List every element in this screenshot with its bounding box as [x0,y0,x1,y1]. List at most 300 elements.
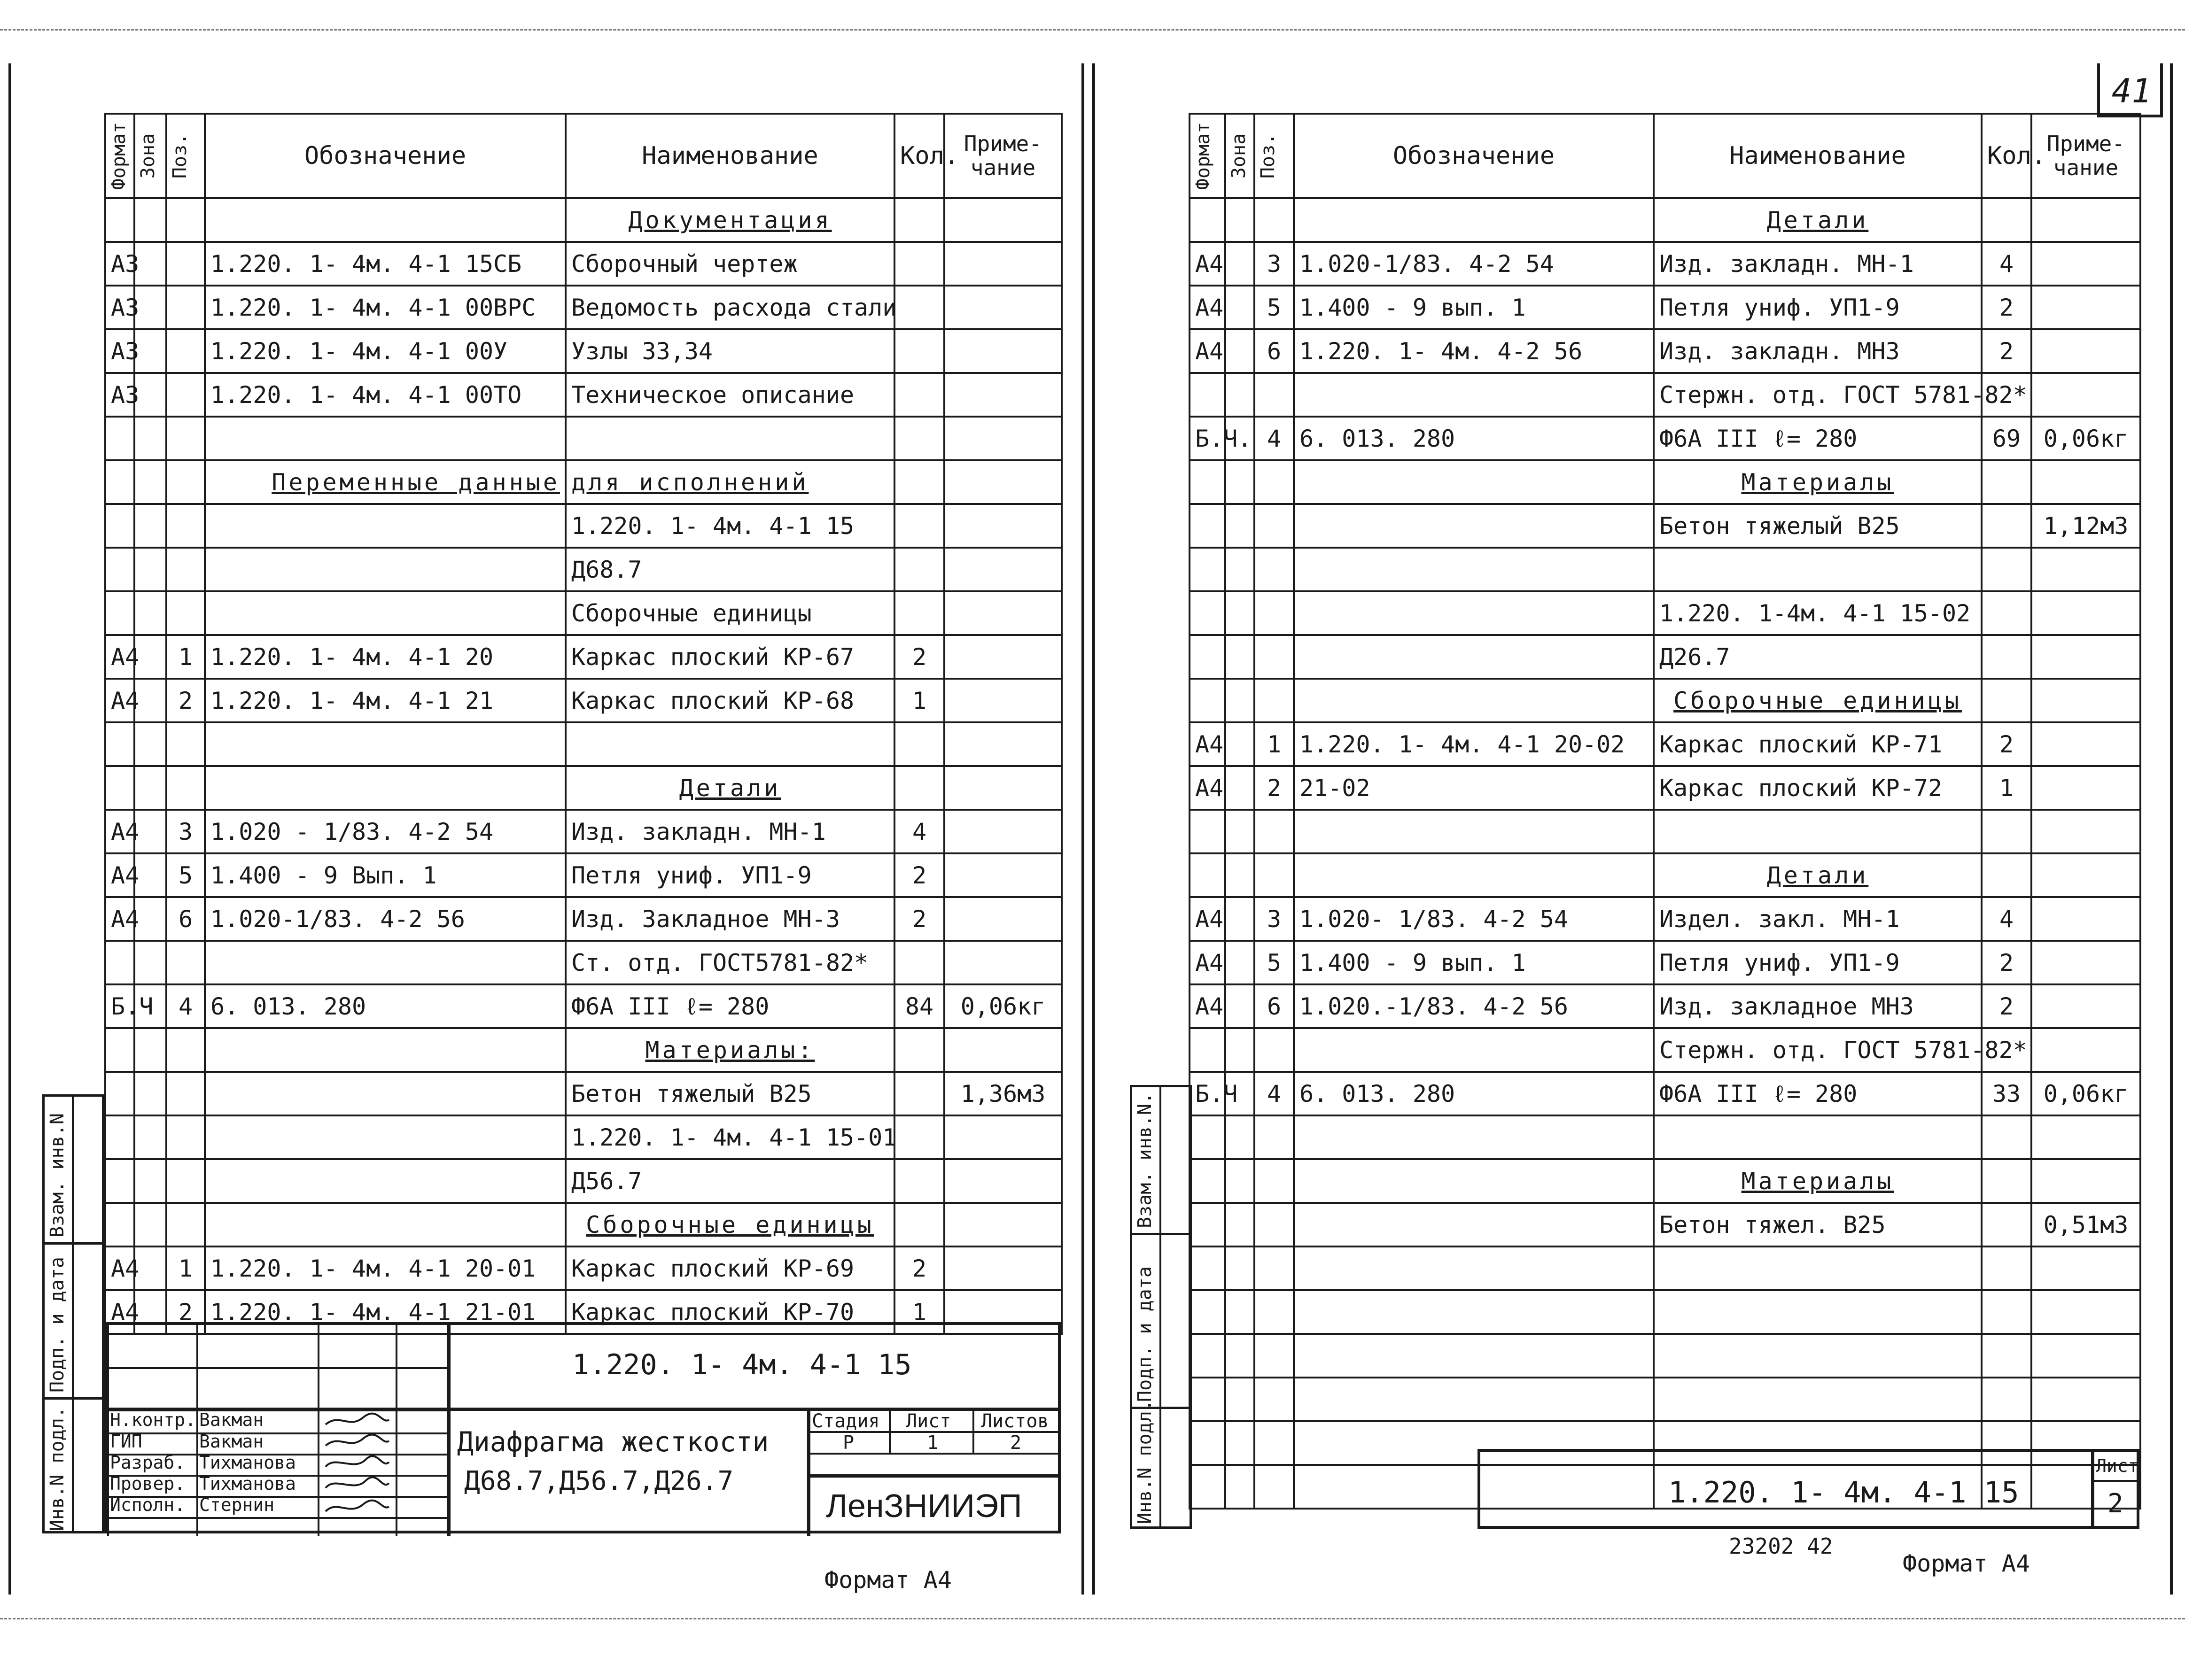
cell-designation [205,766,566,810]
col-designation-header: Обозначение [1294,114,1654,198]
cell-format [1190,373,1225,417]
table-row [1190,679,2140,722]
cell-position [166,504,205,548]
cell-designation: 6. 013. 280 [1294,417,1654,460]
cell-quantity: 4 [1982,897,2031,941]
cell-name: Детали [1654,198,1982,242]
cell-designation: 1.220. 1- 4м. 4-1 00ТО [205,373,566,417]
cell-quantity [894,329,944,373]
cell-name: 1.220. 1-4м. 4-1 15-02 [1654,591,1982,635]
col-zone-header: Зона [1225,114,1254,198]
cell-quantity [894,198,944,242]
cell-designation: 1.400 - 9 Вып. 1 [205,853,566,897]
cell-name: Бетон тяжел. В25 [1654,1203,1982,1246]
cell-position [166,242,205,286]
signature-scribbles-icon [321,1410,394,1535]
cell-designation: 1.020.-1/83. 4-2 56 [1294,984,1654,1028]
cell-note [2031,460,2140,504]
cell-note: 0,51м3 [2031,1203,2140,1246]
table-row [105,1028,1062,1072]
cell-note [2031,242,2140,286]
table-row [1190,1246,2140,1290]
cell-position: 4 [1254,417,1294,460]
cell-format: А4 [1190,329,1225,373]
cell-designation [205,1072,566,1115]
col-name-header: Наименование [1654,114,1982,198]
stamp-person-1: Вакман [199,1409,264,1430]
cell-name: Сборочные единицы [566,591,894,635]
cell-zone [1225,198,1254,242]
sheets-value: 2 [1010,1432,1022,1454]
cell-position [166,548,205,591]
cell-zone [134,766,166,810]
side-label-inventory: Инв.N подл. [47,1407,68,1531]
cell-note [2031,635,2140,679]
cell-name [1654,548,1982,591]
cell-position: 6 [1254,329,1294,373]
cell-position: 5 [1254,941,1294,984]
cell-name: 1.220. 1- 4м. 4-1 15-01 [566,1115,894,1159]
cell-zone [1225,1115,1254,1159]
cell-position [1254,1115,1294,1159]
cell-name: Д68.7 [566,548,894,591]
page-number-box [2097,63,2163,117]
cell-position [166,1115,205,1159]
cell-position: 3 [1254,897,1294,941]
cell-format [1190,1465,1225,1509]
cell-format [1190,591,1225,635]
cell-zone [1225,722,1254,766]
cell-format: А4 [1190,897,1225,941]
cell-name: Изд. закладн. МН3 [1654,329,1982,373]
cell-quantity: 2 [1982,329,2031,373]
left-table-header [105,114,1062,198]
cell-zone [1225,1028,1254,1072]
cell-name: Каркас плоский КР-69 [566,1246,894,1290]
cell-quantity [894,548,944,591]
cell-quantity: 84 [894,984,944,1028]
cell-quantity: 2 [894,1246,944,1290]
cell-quantity [1982,1246,2031,1290]
cell-note [2031,984,2140,1028]
cell-quantity: 2 [894,897,944,941]
cell-name: Сборочный чертеж [566,242,894,286]
cell-position: 5 [1254,286,1294,329]
side-label-replacement: Взам. инв.N. [1134,1092,1156,1228]
cell-name: Стержн. отд. ГОСТ 5781-82* [1654,1028,1982,1072]
cell-format [105,766,134,810]
stamp-role-2: ГИП [110,1431,142,1452]
table-row [105,1072,1062,1115]
cell-note [2031,591,2140,635]
cell-position [1254,198,1294,242]
cell-note [944,722,1062,766]
archive-number: 23202 42 [1729,1533,1833,1559]
cell-quantity: 4 [894,810,944,853]
right-spec-table [1189,113,2141,1510]
cell-designation: 1.220. 1- 4м. 4-1 20-01 [205,1246,566,1290]
cell-quantity: 2 [1982,286,2031,329]
cell-note [944,417,1062,460]
cell-format [105,1028,134,1072]
cell-zone [1225,635,1254,679]
cell-quantity: 1 [894,1290,944,1334]
table-row [105,984,1062,1028]
cell-quantity [894,1028,944,1072]
left-format-label: Формат А4 [824,1566,952,1594]
cell-name: Документация [566,198,894,242]
stage-value: Р [843,1432,855,1454]
sheet-value: 1 [927,1432,939,1454]
cell-position [1254,460,1294,504]
cell-quantity [1982,1115,2031,1159]
col-note-header: Приме-чание [2031,114,2140,198]
cell-designation [1294,1115,1654,1159]
cell-zone [134,1072,166,1115]
cell-format [105,460,134,504]
cell-designation: 21-02 [1294,766,1654,810]
table-row [105,679,1062,722]
cell-name: Каркас плоский КР-67 [566,635,894,679]
cell-designation [1294,1028,1654,1072]
cell-designation [1294,373,1654,417]
cell-format: А4 [1190,286,1225,329]
cell-quantity: 1 [1982,766,2031,810]
table-row [105,766,1062,810]
cell-designation [1294,1159,1654,1203]
col-note-header: Приме-чание [944,114,1062,198]
cell-note [944,198,1062,242]
cell-note [2031,373,2140,417]
cell-name: Изд. закладн. МН-1 [566,810,894,853]
cell-format [105,1203,134,1246]
cell-zone [1225,460,1254,504]
stamp-person-3: Тихманова [199,1452,296,1473]
cell-format: А4 [105,635,134,679]
cell-name [1654,1246,1982,1290]
cell-quantity [894,766,944,810]
cell-designation: 1.220. 1- 4м. 4-1 15СБ [205,242,566,286]
cell-note [944,853,1062,897]
cell-note: 0,06кг [2031,1072,2140,1115]
cell-designation: 1.220. 1- 4м. 4-1 20-02 [1294,722,1654,766]
cell-quantity [1982,810,2031,853]
table-row [105,286,1062,329]
right-table-header [1190,114,2140,198]
cell-quantity [1982,635,2031,679]
cell-format [105,548,134,591]
cell-zone [1225,766,1254,810]
cell-designation [1294,548,1654,591]
cell-note [2031,1028,2140,1072]
scan-edge-top [0,29,2185,31]
cell-position [1254,1159,1294,1203]
cell-zone [134,1028,166,1072]
cell-zone [134,198,166,242]
cell-quantity: 2 [894,853,944,897]
cell-format [105,1072,134,1115]
cell-note [2031,1290,2140,1334]
cell-position [166,591,205,635]
cell-designation [1294,1203,1654,1246]
cell-format: А4 [1190,984,1225,1028]
right-sheet-label: Лист [2096,1455,2139,1476]
table-row [105,941,1062,984]
cell-quantity [894,591,944,635]
table-row [105,810,1062,853]
cell-note [944,286,1062,329]
right-side-strip [1130,1085,1192,1529]
cell-format [1190,198,1225,242]
cell-zone [1225,679,1254,722]
cell-format [1190,1203,1225,1246]
cell-note [944,1115,1062,1159]
cell-position [166,1072,205,1115]
table-row [105,1203,1062,1246]
left-stamp-code: 1.220. 1- 4м. 4-1 15 [572,1348,912,1381]
table-row [105,1115,1062,1159]
table-row [105,417,1062,460]
cell-designation: 6. 013. 280 [205,984,566,1028]
cell-designation [1294,460,1654,504]
cell-format: А3 [105,329,134,373]
side-label-replacement: Взам. инв.N [47,1113,68,1238]
table-row [1190,1203,2140,1246]
cell-format [1190,1246,1225,1290]
table-row [1190,329,2140,373]
stage-label: Стадия [812,1410,880,1432]
cell-name: Ф6А III ℓ= 280 [566,984,894,1028]
cell-note [2031,198,2140,242]
cell-zone [134,941,166,984]
cell-designation: Переменные данные [205,460,566,504]
cell-format [1190,853,1225,897]
cell-designation [1294,591,1654,635]
cell-format [105,591,134,635]
cell-quantity [1982,460,2031,504]
cell-name: Петля униф. УП1-9 [1654,941,1982,984]
table-row [1190,504,2140,548]
cell-quantity: 33 [1982,1072,2031,1115]
cell-note: 1,12м3 [2031,504,2140,548]
cell-position: 2 [166,679,205,722]
cell-format: А4 [1190,722,1225,766]
cell-format [105,1159,134,1203]
cell-note [944,460,1062,504]
stamp-role-4: Провер. [110,1473,186,1494]
cell-designation: 1.400 - 9 вып. 1 [1294,941,1654,984]
table-row [105,635,1062,679]
cell-format: А4 [105,679,134,722]
cell-name: Каркас плоский КР-72 [1654,766,1982,810]
cell-note [2031,853,2140,897]
cell-name: для исполнений [566,460,894,504]
cell-note [944,242,1062,286]
cell-position [166,286,205,329]
cell-zone [134,460,166,504]
sheet-label: Лист [906,1410,951,1432]
cell-note [944,329,1062,373]
cell-quantity [1982,504,2031,548]
cell-format [1190,1290,1225,1334]
cell-name: Бетон тяжелый В25 [1654,504,1982,548]
cell-name: Детали [566,766,894,810]
cell-note [944,810,1062,853]
cell-format [105,1115,134,1159]
cell-name: Материалы [1654,460,1982,504]
cell-note [944,1159,1062,1203]
cell-name: Сборочные единицы [566,1203,894,1246]
table-row [105,548,1062,591]
cell-position: 1 [1254,722,1294,766]
table-row [105,1246,1062,1290]
cell-note [2031,1115,2140,1159]
cell-position [1254,810,1294,853]
table-row [1190,1115,2140,1159]
cell-quantity [894,460,944,504]
cell-position: 2 [166,1290,205,1334]
cell-designation: 1.220. 1- 4м. 4-1 20 [205,635,566,679]
table-row [1190,810,2140,853]
cell-position [166,460,205,504]
cell-name: Д26.7 [1654,635,1982,679]
cell-quantity [1982,1378,2031,1421]
right-title-block [1477,1449,2139,1529]
cell-zone [1225,810,1254,853]
cell-note [944,679,1062,722]
col-pos-header: Поз. [166,114,205,198]
table-row [1190,373,2140,417]
table-row [1190,941,2140,984]
cell-quantity [894,286,944,329]
cell-position [166,198,205,242]
cell-note: 1,36м3 [944,1072,1062,1115]
table-row [1190,548,2140,591]
cell-position [166,1203,205,1246]
table-row [1190,1290,2140,1334]
table-row [1190,635,2140,679]
sheets-label: Листов [981,1410,1049,1432]
cell-position: 6 [166,897,205,941]
cell-zone [1225,1203,1254,1246]
cell-quantity [894,1072,944,1115]
cell-note [2031,286,2140,329]
cell-name: Сборочные единицы [1654,679,1982,722]
cell-designation [205,548,566,591]
cell-note [2031,897,2140,941]
cell-format [105,504,134,548]
table-row [1190,766,2140,810]
cell-zone [134,417,166,460]
cell-name: Ведомость расхода стали [566,286,894,329]
side-label-inventory: Инв.N подл. [1134,1400,1156,1524]
cell-name [1654,1115,1982,1159]
cell-name: 1.220. 1- 4м. 4-1 15 [566,504,894,548]
cell-position [1254,373,1294,417]
col-pos-header: Поз. [1254,114,1294,198]
left-spec-table [104,113,1063,1335]
cell-position: 3 [1254,242,1294,286]
cell-name: Каркас плоский КР-68 [566,679,894,722]
cell-zone [1225,941,1254,984]
cell-designation [205,198,566,242]
cell-designation [1294,1378,1654,1421]
cell-name: Материалы [1654,1159,1982,1203]
stamp-role-3: Разраб. [110,1452,186,1473]
cell-format [1190,460,1225,504]
cell-quantity [1982,591,2031,635]
cell-designation: 1.220. 1- 4м. 4-2 56 [1294,329,1654,373]
cell-format: А3 [105,373,134,417]
cell-position: 4 [1254,1072,1294,1115]
cell-position [1254,504,1294,548]
cell-quantity [894,373,944,417]
cell-zone [1225,373,1254,417]
cell-designation: 1.220. 1- 4м. 4-1 00У [205,329,566,373]
table-row [1190,984,2140,1028]
cell-name: Материалы: [566,1028,894,1072]
cell-position [166,373,205,417]
cell-position [166,766,205,810]
cell-quantity: 2 [1982,722,2031,766]
cell-name: Каркас плоский КР-71 [1654,722,1982,766]
cell-note [944,1028,1062,1072]
cell-format [105,941,134,984]
cell-designation [205,1159,566,1203]
left-stamp-title-2: Д68.7,Д56.7,Д26.7 [464,1466,734,1496]
cell-quantity [1982,679,2031,722]
cell-quantity [894,417,944,460]
cell-designation [1294,810,1654,853]
cell-designation [1294,1246,1654,1290]
cell-format [1190,679,1225,722]
cell-format: Б.Ч. [1190,417,1225,460]
cell-zone [1225,548,1254,591]
col-name-header: Наименование [566,114,894,198]
table-row [1190,1378,2140,1421]
cell-note: 0,06кг [2031,417,2140,460]
cell-zone [1225,329,1254,373]
cell-name [1654,1378,1982,1421]
table-row [105,722,1062,766]
cell-designation [205,941,566,984]
cell-designation [205,417,566,460]
cell-position [1254,1378,1294,1421]
cell-position [1254,1290,1294,1334]
cell-note [2031,766,2140,810]
left-stamp-title-1: Диафрагма жесткости [457,1426,769,1458]
cell-name: Изд. Закладное МН-3 [566,897,894,941]
table-row [105,329,1062,373]
cell-name [566,722,894,766]
cell-format: А4 [1190,766,1225,810]
cell-designation [205,591,566,635]
cell-note [944,941,1062,984]
table-row [1190,286,2140,329]
cell-format: А4 [1190,242,1225,286]
cell-name: Петля униф. УП1-9 [566,853,894,897]
cell-zone [1225,1159,1254,1203]
cell-designation [1294,198,1654,242]
cell-quantity: 2 [1982,984,2031,1028]
scan-edge-bottom [0,1618,2185,1619]
cell-position: 4 [166,984,205,1028]
cell-position [1254,548,1294,591]
cell-name: Каркас плоский КР-70 [566,1290,894,1334]
cell-format [1190,504,1225,548]
table-row [105,242,1062,286]
cell-format [1190,1334,1225,1378]
